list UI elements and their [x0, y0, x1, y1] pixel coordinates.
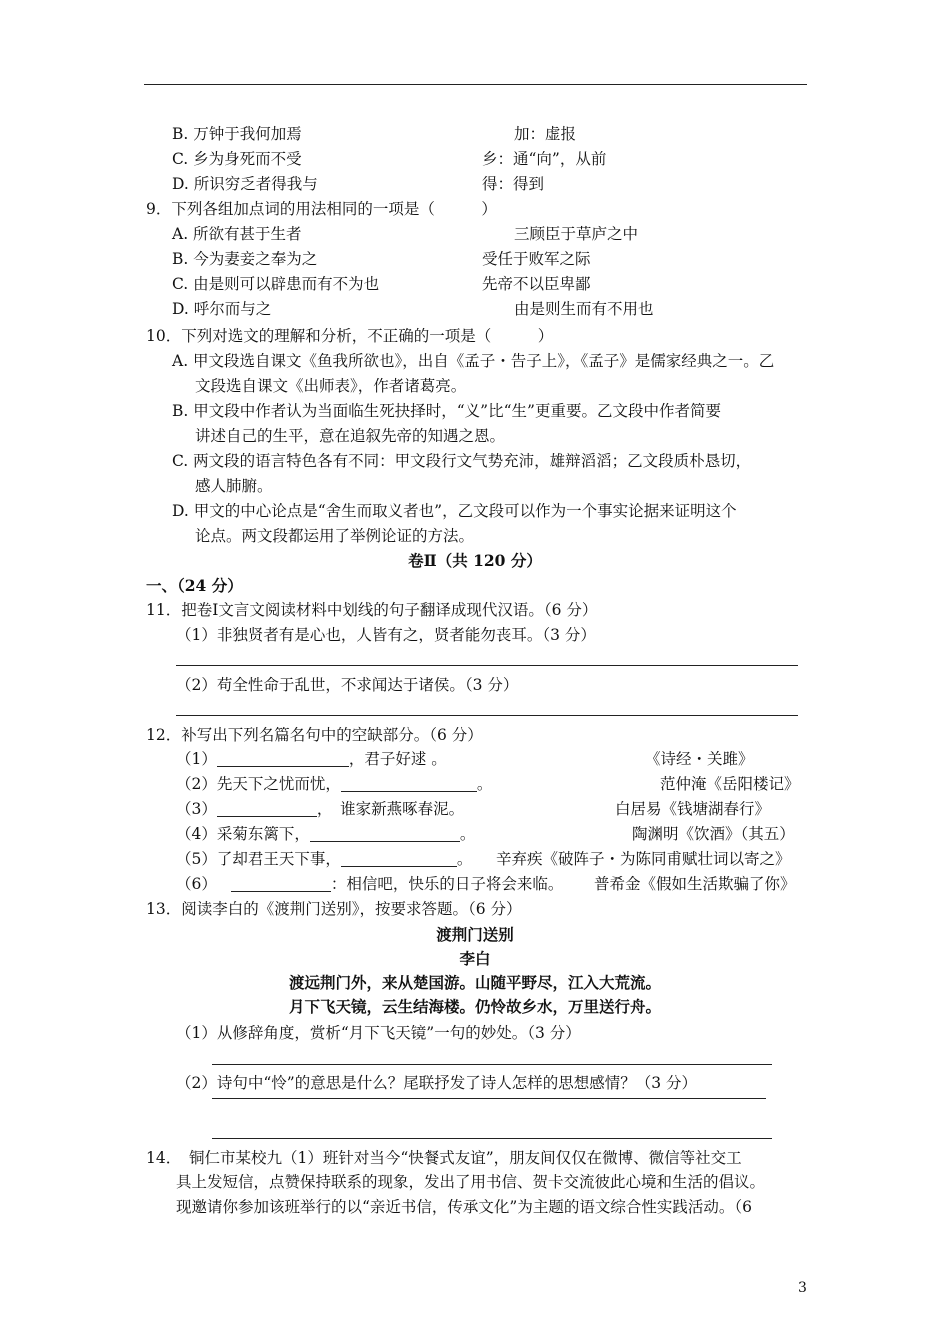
- q12-item-2-pre: （2）先天下之忧而忧，: [176, 775, 341, 793]
- q8-option-d: D. 所识穷乏者得我与: [172, 175, 318, 193]
- q10-option-d-line1: D. 甲文的中心论点是“舍生而取义者也”，乙文段可以作为一个事实论据来证明这个: [172, 502, 737, 520]
- q10-option-a-line1: A. 甲文段选自课文《鱼我所欲也》，出自《孟子・告子上》，《孟子》是儒家经典之一。乙: [172, 352, 775, 370]
- q12-item-2-source: 范仲淹《岳阳楼记》: [660, 775, 800, 793]
- q14-line2: 具上发短信，点赞保持联系的现象，发出了用书信、贺卡交流彼此心境和生活的倡议。: [176, 1173, 766, 1191]
- q12-item-6-source: 普希金《假如生活欺骗了你》: [594, 875, 796, 893]
- q9-option-a-right: 三顾臣于草庐之中: [514, 225, 639, 243]
- q12-blank-3[interactable]: [217, 800, 317, 817]
- q9-stem: 9．下列各组加点词的用法相同的一项是（ ）: [146, 200, 497, 218]
- q14-line3: 现邀请你参加该班举行的以“亲近书信，传承文化”为主题的语文综合性实践活动。（6: [176, 1198, 752, 1216]
- q12-item-5-post: 。: [456, 850, 473, 868]
- q11-sub2: （2）苟全性命于乱世，不求闻达于诸侯。（3 分）: [176, 676, 519, 694]
- q12-item-4-post: 。: [459, 825, 476, 843]
- q11-answer-line-2[interactable]: [176, 715, 798, 716]
- q13-stem: 13．阅读李白的《渡荆门送别》，按要求答题。（6 分）: [146, 900, 522, 918]
- q12-item-6-pre: （6）: [176, 875, 217, 893]
- q8-option-b: B. 万钟于我何加焉: [172, 125, 302, 143]
- q10-option-c-line1: C. 两文段的语言特色各有不同：甲文段行文气势充沛，雄辩滔滔；乙文段质朴恳切，: [172, 452, 752, 470]
- q9-option-b-right: 受任于败军之际: [482, 250, 591, 268]
- q13-answer-line-2[interactable]: [212, 1098, 766, 1099]
- q12-item-1-source: 《诗经・关雎》: [645, 750, 754, 768]
- q12-item-5: [176, 849, 472, 869]
- q12-stem: 12．补写出下列名篇名句中的空缺部分。（6 分）: [146, 726, 483, 744]
- q8-option-c: C. 乡为身死而不受: [172, 150, 302, 168]
- q10-option-d-line2: 论点。两文段都运用了举例论证的方法。: [195, 527, 475, 545]
- q12-item-6-post: ：相信吧，快乐的日子将会来临。: [330, 875, 564, 893]
- q12-item-3-post: ， 谁家新燕啄春泥。: [316, 800, 465, 818]
- q12-item-5-pre: （5）了却君王天下事，: [176, 850, 341, 868]
- q13-answer-line-3[interactable]: [212, 1138, 772, 1139]
- page-number: 3: [798, 1280, 807, 1296]
- q8-option-d-note: 得：得到: [482, 175, 545, 193]
- q13-sub1: （1）从修辞角度，赏析“月下飞天镜”一句的妙处。（3 分）: [176, 1024, 581, 1042]
- q12-item-1: [176, 749, 447, 769]
- part2-title: 卷Ⅱ（共 120 分）: [408, 551, 542, 570]
- poem-line-2: 月下飞天镜，云生结海楼。仍怜故乡水，万里送行舟。: [288, 997, 661, 1016]
- q10-option-b-line2: 讲述自己的生平，意在追叙先帝的知遇之恩。: [195, 427, 506, 445]
- q12-item-1-pre: （1）: [176, 750, 217, 768]
- poem-author: 李白: [459, 949, 491, 968]
- q12-item-1-post: ，君子好逑 。: [348, 750, 447, 768]
- q12-blank-1[interactable]: [217, 750, 349, 767]
- q9-option-c-right: 先帝不以臣卑鄙: [482, 275, 591, 293]
- q11-sub1: （1）非独贤者有是心也，人皆有之，贤者能勿丧耳。（3 分）: [176, 626, 596, 644]
- q12-item-5-source: 辛弃疾《破阵子・为陈同甫赋壮词以寄之》: [496, 850, 791, 868]
- q11-answer-line-1[interactable]: [176, 665, 798, 666]
- q12-item-4: [176, 824, 475, 844]
- q10-option-c-line2: 感人肺腑。: [195, 477, 273, 495]
- poem-line-1: 渡远荆门外，来从楚国游。山随平野尽，江入大荒流。: [288, 973, 661, 992]
- q9-option-b: B. 今为妻妾之奉为之: [172, 250, 318, 268]
- q12-item-3: [176, 799, 464, 819]
- q12-blank-6[interactable]: [231, 875, 331, 892]
- q10-option-b-line1: B. 甲文段中作者认为当面临生死抉择时，“义”比“生”更重要。乙文段中作者简要: [172, 402, 721, 420]
- q9-option-d-right: 由是则生而有不用也: [514, 300, 654, 318]
- q12-item-6: [176, 874, 563, 894]
- header-rule: [144, 84, 807, 85]
- q8-option-b-note: 加：虚报: [514, 125, 577, 143]
- poem-title: 渡荆门送别: [436, 925, 514, 944]
- q12-item-2: [176, 774, 492, 794]
- q14-line1: 14． 铜仁市某校九（1）班针对当今“快餐式友谊”，朋友间仅仅在微博、微信等社交工: [146, 1149, 742, 1167]
- q12-item-2-post: 。: [476, 775, 493, 793]
- q11-stem: 11．把卷Ⅰ文言文阅读材料中划线的句子翻译成现代汉语。（6 分）: [146, 601, 598, 619]
- q9-option-a: A. 所欲有甚于生者: [172, 225, 302, 243]
- q9-option-c: C. 由是则可以辟患而有不为也: [172, 275, 380, 293]
- q10-option-a-line2: 文段选自课文《出师表》，作者诸葛亮。: [195, 377, 467, 395]
- q13-answer-line-1[interactable]: [212, 1064, 772, 1065]
- q12-blank-5[interactable]: [341, 850, 457, 867]
- q12-blank-2[interactable]: [341, 775, 477, 792]
- q9-option-d: D. 呼尔而与之: [172, 300, 272, 318]
- q12-item-3-source: 白居易《钱塘湖春行》: [615, 800, 771, 818]
- q12-item-3-pre: （3）: [176, 800, 217, 818]
- q10-stem: 10．下列对选文的理解和分析，不正确的一项是（ ）: [146, 327, 554, 345]
- q12-blank-4[interactable]: [310, 825, 460, 842]
- section-one-heading: 一、（24 分）: [146, 576, 243, 595]
- q12-item-4-pre: （4）采菊东篱下，: [176, 825, 310, 843]
- q13-sub2: （2）诗句中“怜”的意思是什么？尾联抒发了诗人怎样的思想感情？（3 分）: [176, 1074, 698, 1092]
- q8-option-c-note: 乡：通“向”，从前: [482, 150, 607, 168]
- q12-item-4-source: 陶渊明《饮酒》（其五）: [632, 825, 795, 843]
